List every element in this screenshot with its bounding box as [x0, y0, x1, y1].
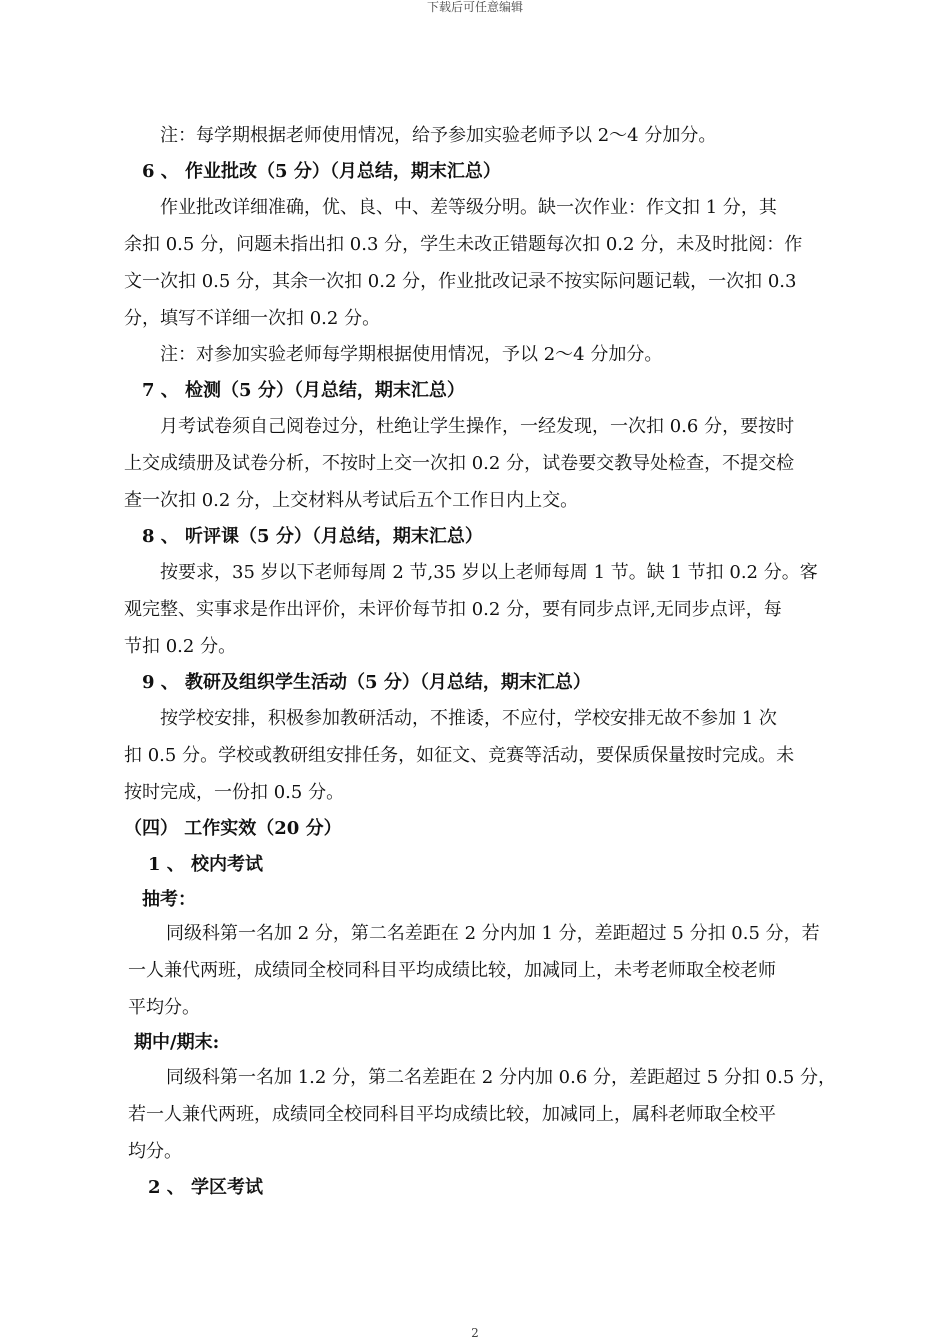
note-line: 注：对参加实验老师每学期根据使用情况，予以 2～4 分加分。: [160, 344, 663, 365]
paragraph-line: 一人兼代两班，成绩同全校同科目平均成绩比较，加减同上，未考老师取全校老师: [128, 960, 776, 981]
paragraph-line: 同级科第一名加 1.2 分，第二名差距在 2 分内加 0.6 分，差距超过 5 分扣 0.5 分，: [166, 1067, 836, 1088]
subsection-heading: 1 、 校内考试: [148, 854, 264, 875]
section-heading: 8 、 听评课（5 分）（月总结，期末汇总）: [142, 526, 483, 547]
paragraph-line: 查一次扣 0.2 分，上交材料从考试后五个工作日内上交。: [124, 490, 579, 511]
paragraph-line: 月考试卷须自己阅卷过分，杜绝让学生操作，一经发现，一次扣 0.6 分，要按时: [160, 416, 795, 437]
note-line: 注：每学期根据老师使用情况，给予参加实验老师予以 2～4 分加分。: [160, 125, 717, 146]
paragraph-line: 平均分。: [128, 997, 200, 1018]
paragraph-line: 作业批改详细准确，优、良、中、差等级分明。缺一次作业：作文扣 1 分，其: [160, 197, 777, 218]
section-heading: （四） 工作实效（20 分）: [124, 818, 342, 839]
paragraph-line: 观完整、实事求是作出评价，未评价每节扣 0.2 分，要有同步点评,无同步点评，每: [124, 599, 782, 620]
section-heading: 9 、 教研及组织学生活动（5 分）（月总结，期末汇总）: [142, 672, 591, 693]
paragraph-line: 分，填写不详细一次扣 0.2 分。: [124, 308, 381, 329]
paragraph-line: 余扣 0.5 分，问题未指出扣 0.3 分，学生未改正错题每次扣 0.2 分，未及时批阅：作: [124, 234, 803, 255]
page-number: 2: [471, 1326, 479, 1340]
subsection-heading: 2 、 学区考试: [148, 1177, 264, 1198]
paragraph-line: 扣 0.5 分。学校或教研组安排任务，如征文、竞赛等活动，要保质保量按时完成。未: [124, 745, 795, 766]
paragraph-line: 按时完成，一份扣 0.5 分。: [124, 782, 345, 803]
paragraph-line: 节扣 0.2 分。: [124, 636, 237, 657]
subsection-label: 抽考：: [142, 889, 196, 910]
paragraph-line: 均分。: [128, 1141, 182, 1162]
page-header: 下载后可任意编辑: [426, 0, 523, 14]
paragraph-line: 文一次扣 0.5 分，其余一次扣 0.2 分，作业批改记录不按实际问题记载，一次扣 0.3: [124, 271, 797, 292]
section-heading: 7 、 检测（5 分）（月总结，期末汇总）: [142, 380, 465, 401]
paragraph-line: 同级科第一名加 2 分，第二名差距在 2 分内加 1 分，差距超过 5 分扣 0.5 分，若: [166, 923, 820, 944]
subsection-label: 期中/期末:: [134, 1032, 220, 1053]
paragraph-line: 若一人兼代两班，成绩同全校同科目平均成绩比较，加减同上，属科老师取全校平: [128, 1104, 776, 1125]
paragraph-line: 按要求，35 岁以下老师每周 2 节,35 岁以上老师每周 1 节。缺 1 节扣 0.2 分。客: [160, 562, 818, 583]
paragraph-line: 上交成绩册及试卷分析，不按时上交一次扣 0.2 分，试卷要交教导处检查，不提交检: [124, 453, 795, 474]
paragraph-line: 按学校安排，积极参加教研活动，不推诿，不应付，学校安排无故不参加 1 次: [160, 708, 777, 729]
section-heading: 6 、 作业批改（5 分）（月总结，期末汇总）: [142, 161, 501, 182]
